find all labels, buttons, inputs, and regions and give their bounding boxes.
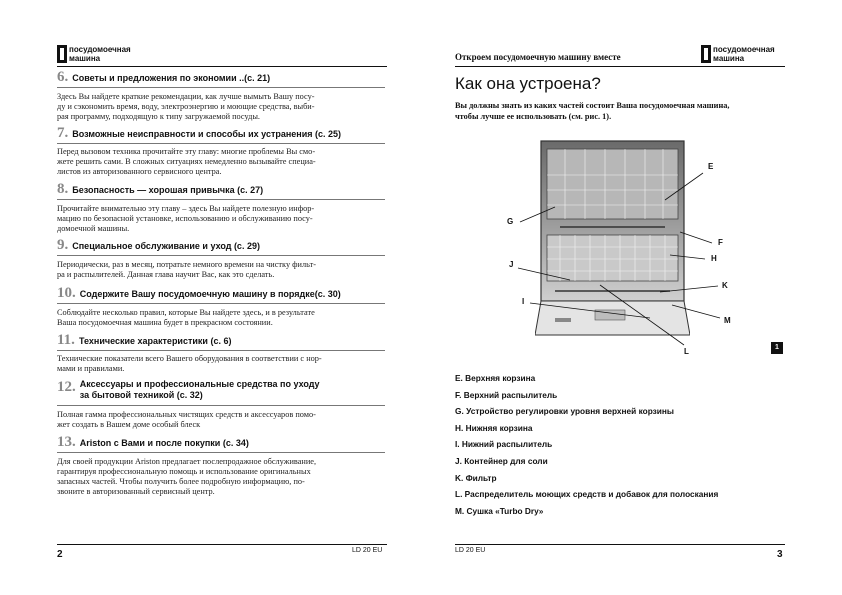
page-number: 2 [57,549,63,560]
leader-m [672,305,720,318]
leader-k [660,286,718,292]
leader-j [518,268,570,280]
figure-label-h: H [711,254,717,263]
figure-number-badge: 1 [771,342,783,354]
section-body: Технические показатели всего Вашего оборудования в соответствии с нор- мами и правилами. [57,354,322,373]
section-heading: Ariston с Вами и после покупки (с. 34) [79,438,249,448]
figure-label-g: G [507,217,514,226]
section-number: 12. [57,379,76,395]
parts-list [455,370,795,519]
figure-label-j: J [509,260,514,269]
section-body: Перед вызовом техника прочитайте эту главу: многие проблемы Вы смо- жете решить сами. В сложных ситуациях немедленно вызывайте специа- листов из авторизованного сервисного центра. [57,147,316,176]
list-item: F. Верхний распылитель [455,389,558,400]
section-body: Соблюдайте несколько правил, которые Вы найдете здесь, и в результате Ваша посудомоечная машина будет в прекрасном состоянии. [57,308,315,327]
section-number: 11. [57,332,75,348]
logo-line-2: машина [713,54,745,63]
section-heading: Советы и предложения по экономии ..(с. 21) [72,73,271,83]
logo-line-1: посудомоечная [713,45,775,54]
list-item: L. Распределитель моющих средств и добавок для полоскания [455,489,719,500]
leader-i [530,303,650,318]
section-number: 10. [57,285,76,301]
figure-label-l: L [684,347,689,356]
leader-f [680,232,712,243]
footer-rule [455,544,785,545]
logo-line-1: посудомоечная [69,45,131,54]
leader-l [600,285,684,345]
leader-g [520,207,555,222]
section-number: 9. [57,237,69,253]
section-heading: Безопасность — хорошая привычка (с. 27) [72,185,264,195]
figure-label-k: K [722,281,728,290]
list-item: I. Нижний распылитель [455,439,553,450]
section-body: Периодически, раз в месяц, потратьте немного времени на чистку фильт- ра и распылителей. Данная глава научит Вас, как это сделать. [57,260,316,279]
section-heading: Содержите Вашу посудомоечную машину в порядке(с. 30) [79,289,341,299]
list-item: E. Верхняя корзина [455,373,536,383]
logo-line-2: машина [69,54,101,63]
section-number: 8. [57,181,69,197]
section-body: Здесь Вы найдете краткие рекомендации, как лучше вымыть Вашу посу- ду и сэкономить время, воду, электроэнергию и моющие средства, выби- рая программу, подходящую к типу загружаемой посуды. [57,92,315,121]
page-number: 3 [777,549,783,560]
section-body: Для своей продукции Ariston предлагает послепродажное обслуживание, гарантируя профессиональную помощь и использование оригинальных запасных частей. Чтобы получить более подробную информацию, по- звоните в авторизованный сервисный центр. [57,457,317,496]
list-item: J. Контейнер для соли [455,455,548,466]
figure-label-i: I [522,297,525,306]
list-item: G. Устройство регулировки уровня верхней корзины [455,406,674,417]
section-body: Полная гамма профессиональных чистящих средств и аксессуаров помо- жет создать в Вашем доме особый блеск [57,410,316,429]
section-heading: Технические характеристики (с. 6) [78,336,232,346]
list-item: H. Нижняя корзина [455,422,533,433]
figure-label-m: M [724,316,731,325]
page-header: Откроем посудомоечную машину вместе [455,52,621,62]
section-heading: Специальное обслуживание и уход (с. 29) [72,241,260,251]
figure-label-f: F [718,238,723,247]
section-heading: Возможные неисправности и способы их устранения (с. 25) [72,129,342,139]
leader-e [665,173,703,200]
model-code: LD 20 EU [455,547,486,554]
list-item: M. Сушка «Turbo Dry» [455,505,544,516]
intro-text: Вы должны знать из каких частей состоит Ваша посудомоечная машина, чтобы лучше ее использовать (см. рис. 1). [455,101,730,121]
section-number: 13. [57,434,76,450]
section-number: 7. [57,125,69,141]
model-code: LD 20 EU [352,547,383,554]
figure-label-e: E [708,162,714,171]
leader-h [670,255,705,259]
list-item: K. Фильтр [455,472,497,483]
section-number: 6. [57,69,69,85]
section-body: Прочитайте внимательно эту главу – здесь Вы найдете полезную инфор- мацию по безопасной установке, использованию и обслуживанию посу- домоечной машины. [57,204,315,233]
section-heading: Аксессуары и профессиональные средства по уходу за бытовой техникой (с. 32) [79,379,320,400]
page-title: Как она устроена? [455,74,601,93]
